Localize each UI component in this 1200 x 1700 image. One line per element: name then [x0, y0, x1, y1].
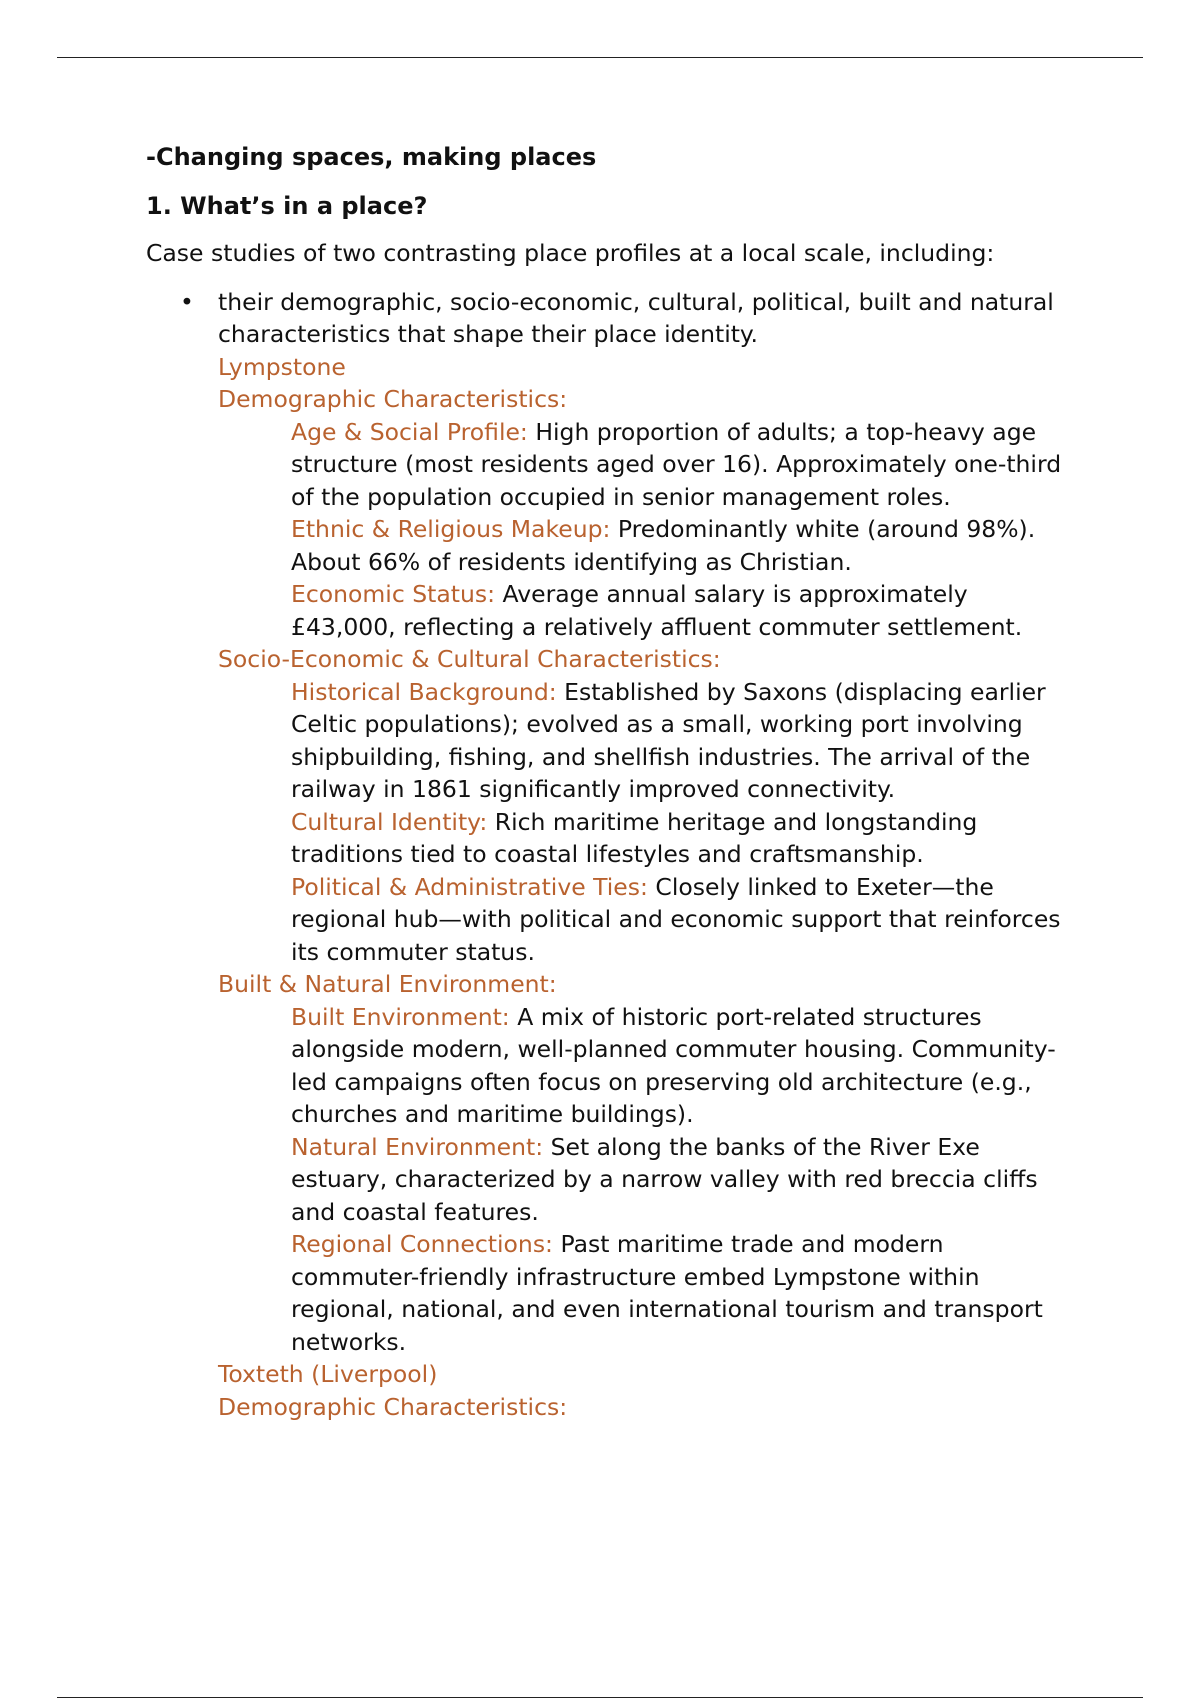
item-label: Cultural Identity: — [291, 807, 488, 836]
document-title: -Changing spaces, making places — [146, 143, 597, 171]
item-built-environment — [291, 1001, 1066, 1131]
place-name-lympstone: Lympstone — [218, 352, 346, 381]
item-label: Built Environment: — [291, 1002, 510, 1031]
item-label: Historical Background: — [291, 677, 557, 706]
item-text: Established by Saxons (displacing earlier Celtic populations); evolved as a small, working port involving shipbuilding, fishing, and shellfish industries. The arrival of the railway in 1861 significantly improved connectivity. — [291, 677, 1046, 803]
item-label: Ethnic & Religious Makeup: — [291, 515, 611, 543]
item-label: Regional Connections: — [291, 1230, 553, 1258]
item-text: Rich maritime heritage and longstanding traditions tied to coastal lifestyles and craftsmanship. — [291, 807, 978, 868]
item-economic-status — [291, 578, 1066, 643]
footer-rule — [57, 1697, 1143, 1698]
item-text: Predominantly white (around 98%). About 66% of residents identifying as Christian. — [291, 515, 1036, 576]
place-name-toxteth: Toxteth (Liverpool) — [218, 1360, 438, 1388]
document-body — [146, 141, 1066, 1423]
item-label: Political & Administrative Ties: — [291, 872, 648, 901]
item-text: High proportion of adults; a top-heavy age structure (most residents aged over 16). Approximately one-third of the population occupied in senior management roles. — [291, 417, 1062, 511]
item-regional-connections — [291, 1228, 1066, 1358]
item-text: Set along the banks of the River Exe estuary, characterized by a narrow valley with red breccia cliffs and coastal features. — [291, 1132, 1038, 1226]
item-text: Closely linked to Exeter—the regional hub—with political and economic support that reinforces its commuter status. — [291, 872, 1061, 966]
item-political-ties — [291, 871, 1066, 969]
section-heading: 1. What’s in a place? — [146, 191, 428, 220]
item-text: Average annual salary is approximately £43,000, reflecting a relatively affluent commuter settlement. — [291, 580, 1023, 641]
item-ethnic-religious — [291, 513, 1066, 578]
item-age-social-profile — [291, 416, 1066, 514]
section-heading-demographic: Demographic Characteristics: — [218, 385, 568, 413]
section-heading-socio-economic: Socio-Economic & Cultural Characteristics: — [218, 645, 721, 673]
item-historical-background — [291, 676, 1066, 806]
section-heading-demographic-toxteth: Demographic Characteristics: — [218, 1392, 568, 1421]
bullet-text: their demographic, socio-economic, cultural, political, built and natural characteristics that shape their place identity. — [218, 287, 1054, 348]
item-label: Age & Social Profile: — [291, 417, 528, 446]
item-natural-environment — [291, 1131, 1066, 1229]
item-cultural-identity — [291, 806, 1066, 871]
bullet-list-item — [146, 286, 1066, 1424]
item-text: A mix of historic port-related structures alongside modern, well-planned commuter housing. Community-led campaigns often focus on preserving old architecture (e.g., churches and maritime buildings). — [291, 1002, 1056, 1128]
header-rule — [57, 57, 1143, 58]
item-text: Past maritime trade and modern commuter-friendly infrastructure embed Lympstone within regional, national, and even international tourism and transport networks. — [291, 1230, 1043, 1356]
bullet-icon: • — [180, 287, 194, 316]
item-label: Natural Environment: — [291, 1132, 544, 1161]
item-label: Economic Status: — [291, 580, 496, 608]
intro-text: Case studies of two contrasting place profiles at a local scale, including: — [146, 239, 995, 267]
section-heading-built-natural: Built & Natural Environment: — [218, 970, 557, 998]
